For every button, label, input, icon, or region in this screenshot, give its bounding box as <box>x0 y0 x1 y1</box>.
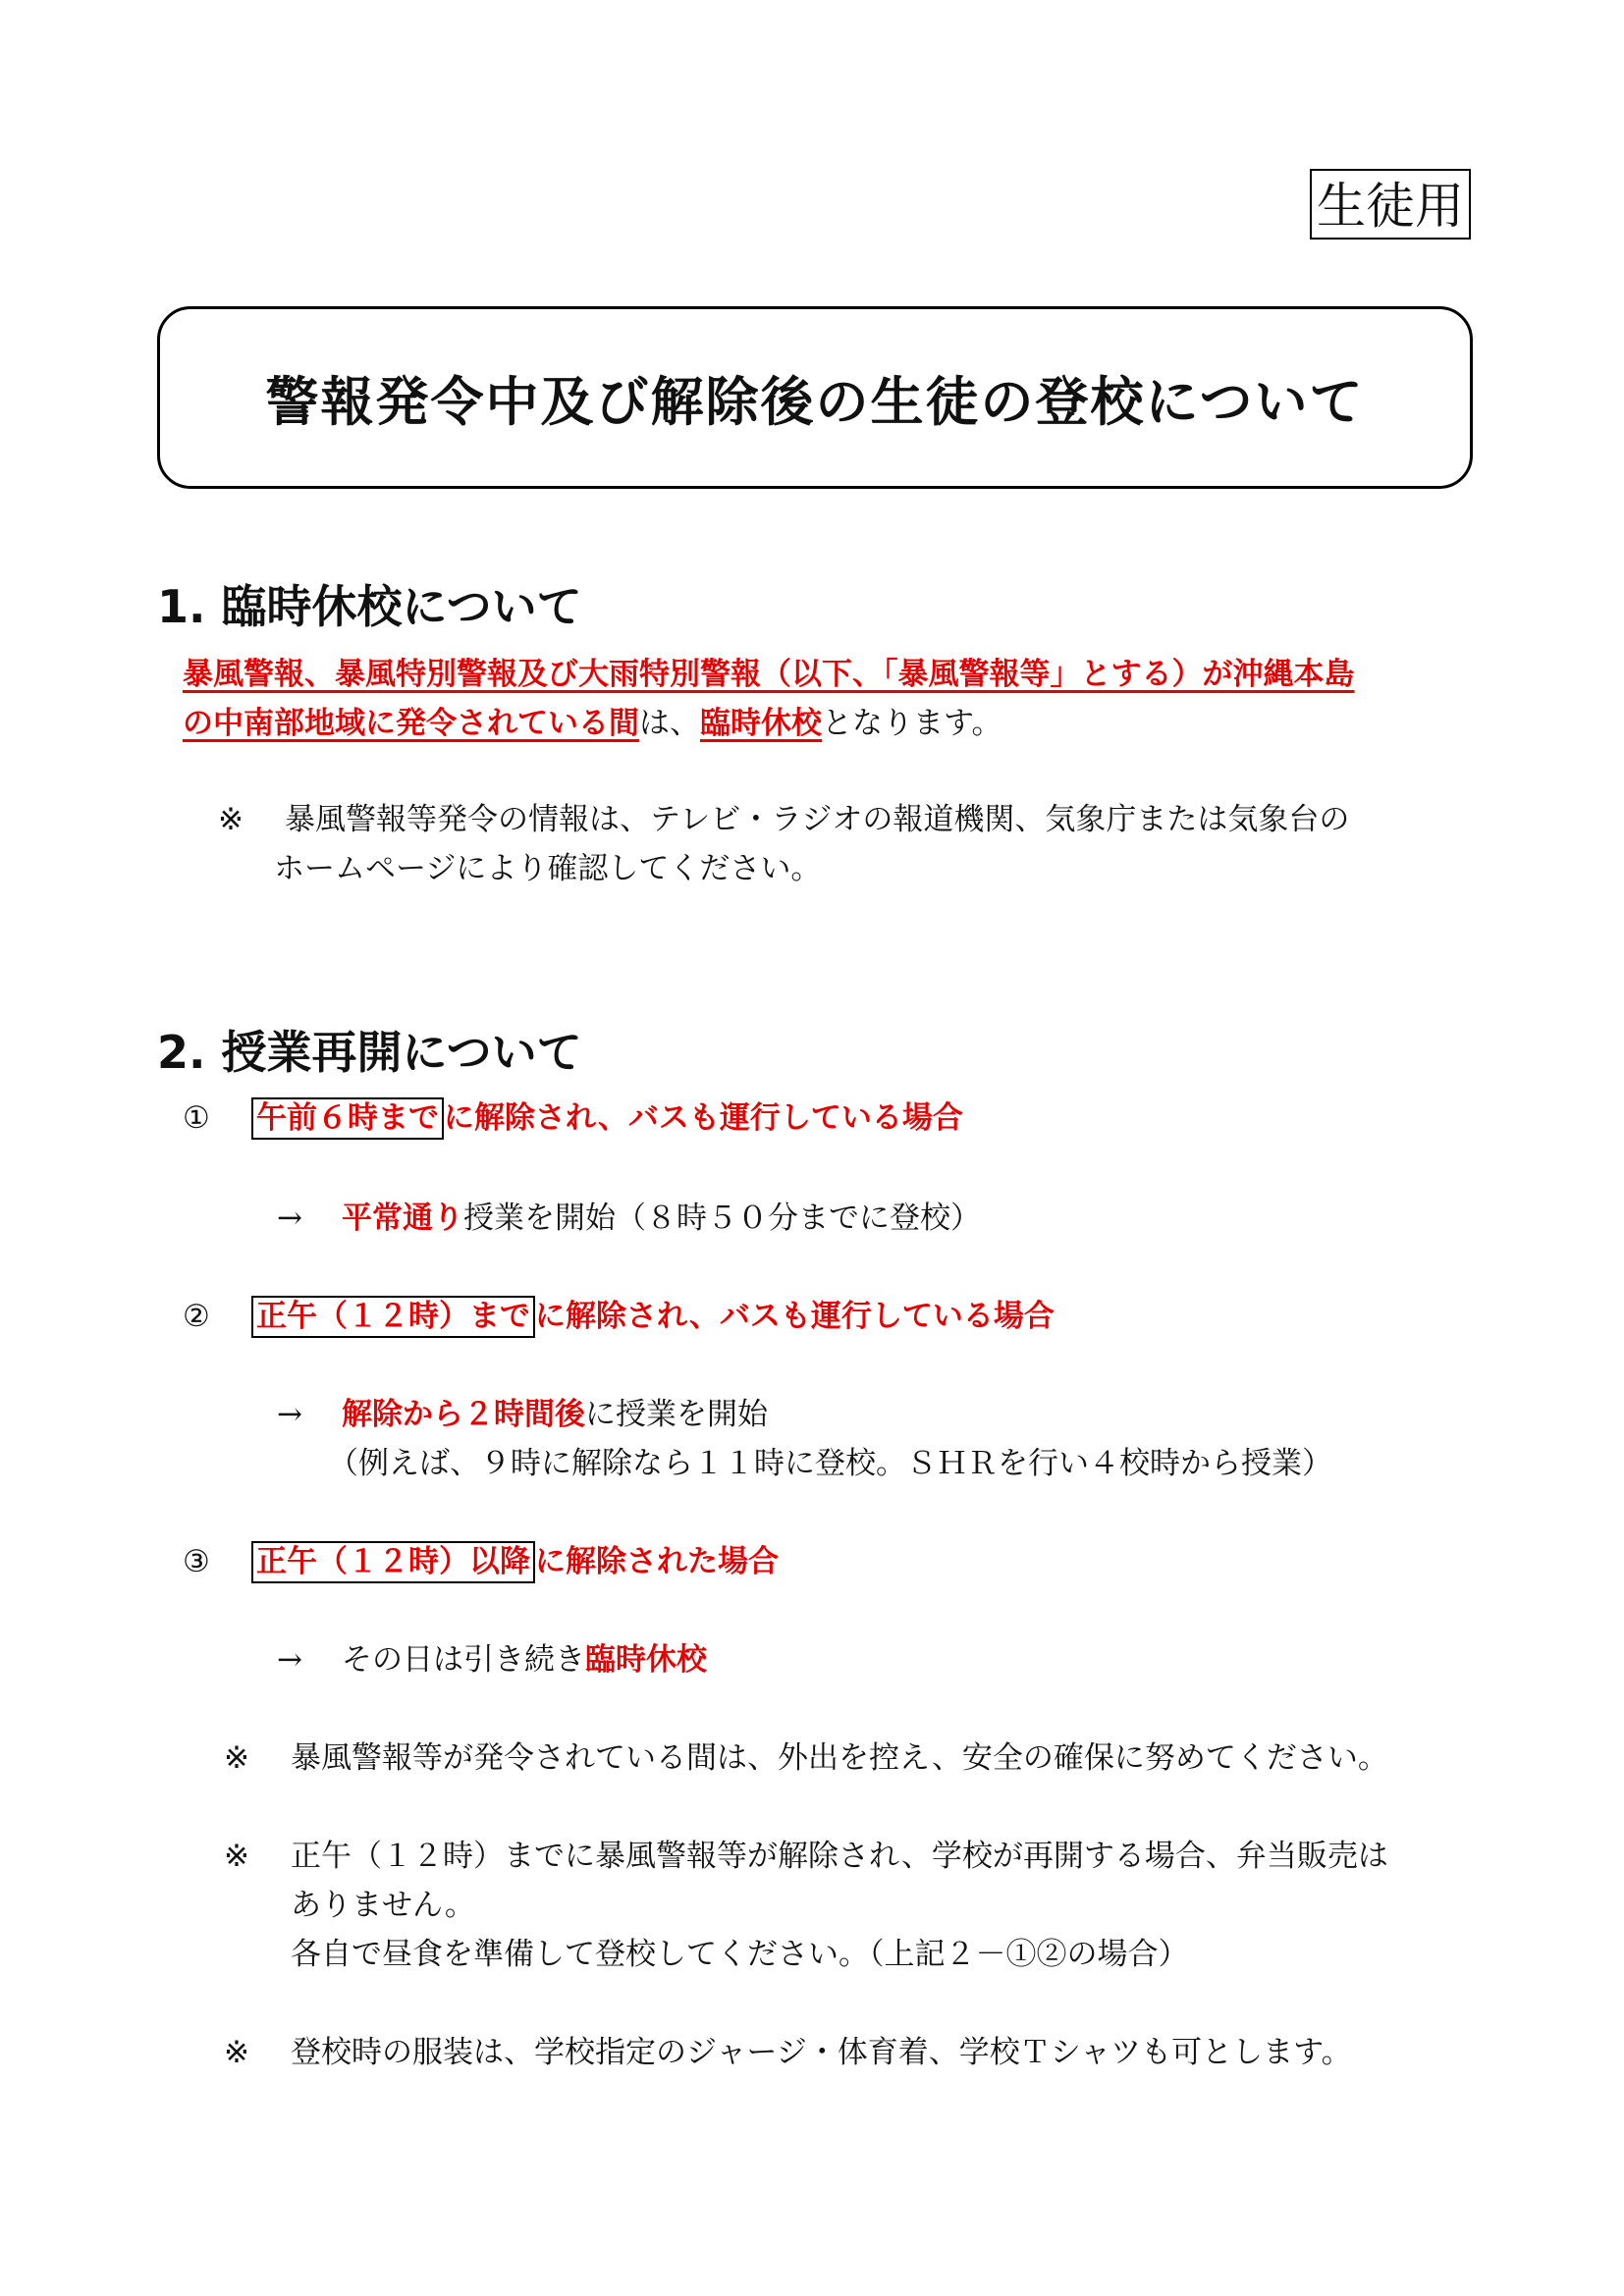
case3-rest: に解除された場合 <box>535 1544 779 1579</box>
note3 <box>224 2028 1352 2077</box>
note-mark: ※ <box>218 802 244 837</box>
section1-note <box>218 795 1349 844</box>
case1-result-text: 授業を開始（８時５０分までに登校） <box>463 1201 981 1236</box>
note2-line3: 各自で昼食を準備して登校してください。（上記２－①②の場合） <box>291 1937 1189 1972</box>
audience-badge: 生徒用 <box>1310 169 1471 240</box>
section1-heading: 1. 臨時休校について <box>157 580 582 633</box>
case3-result-text: その日は引き続き <box>342 1642 585 1678</box>
case2-result-text: に授業を開始 <box>585 1397 768 1432</box>
case3-boxed: 正午（１２時）以降 <box>251 1541 535 1583</box>
section1-line2-red: の中南部地域に発令されている間 <box>183 706 639 741</box>
arrow-icon: → <box>277 1642 302 1678</box>
section1-line2-mid: は、 <box>639 706 700 741</box>
case3-result <box>277 1635 707 1684</box>
case3-number: ③ <box>183 1544 210 1579</box>
note2-line2: ありません。 <box>291 1888 475 1923</box>
document-title: 警報発令中及び解除後の生徒の登校について <box>265 370 1365 433</box>
case1-result <box>277 1194 981 1243</box>
case1-rest: に解除され、バスも運行している場合 <box>444 1100 963 1136</box>
section2-heading: 2. 授業再開について <box>157 1026 582 1079</box>
note2 <box>224 1832 1388 1881</box>
arrow-icon: → <box>277 1201 302 1236</box>
section1-line2-end: となります。 <box>822 706 1002 741</box>
case1-boxed: 午前６時まで <box>251 1097 444 1140</box>
case2-number: ② <box>183 1299 210 1334</box>
section1-line2-red2: 臨時休校 <box>700 706 822 741</box>
case1-number: ① <box>183 1100 210 1136</box>
section1-line2 <box>183 699 1002 748</box>
note-mark: ※ <box>224 1839 249 1874</box>
note2-line1: 正午（１２時）までに暴風警報等が解除され、学校が再開する場合、弁当販売は <box>291 1839 1388 1874</box>
note-mark: ※ <box>224 2035 249 2070</box>
case3-condition <box>183 1537 779 1586</box>
case2-result <box>277 1390 768 1439</box>
case3-result-red: 臨時休校 <box>585 1642 707 1678</box>
note3-text: 登校時の服装は、学校指定のジャージ・体育着、学校Ｔシャツも可とします。 <box>291 2035 1352 2070</box>
section1-note-line2: ホームページにより確認してください。 <box>274 851 822 886</box>
note1 <box>224 1734 1388 1783</box>
section1-line1: 暴風警報、暴風特別警報及び大雨特別警報（以下、「暴風警報等」とする）が沖縄本島 <box>183 657 1355 692</box>
case2-boxed: 正午（１２時）まで <box>251 1296 535 1338</box>
title-box <box>157 306 1473 489</box>
case2-result-line2: （例えば、９時に解除なら１１時に登校。ＳＨＲを行い４校時から授業） <box>328 1446 1332 1481</box>
case1-result-red: 平常通り <box>342 1201 463 1236</box>
case1-condition <box>183 1094 963 1143</box>
case2-rest: に解除され、バスも運行している場合 <box>535 1299 1055 1334</box>
note1-text: 暴風警報等が発令されている間は、外出を控え、安全の確保に努めてください。 <box>291 1740 1388 1776</box>
arrow-icon: → <box>277 1397 302 1432</box>
case2-result-red: 解除から２時間後 <box>342 1397 585 1432</box>
section1-note-line1: 暴風警報等発令の情報は、テレビ・ラジオの報道機関、気象庁または気象台の <box>285 802 1350 837</box>
note-mark: ※ <box>224 1740 249 1776</box>
case2-condition <box>183 1292 1055 1341</box>
